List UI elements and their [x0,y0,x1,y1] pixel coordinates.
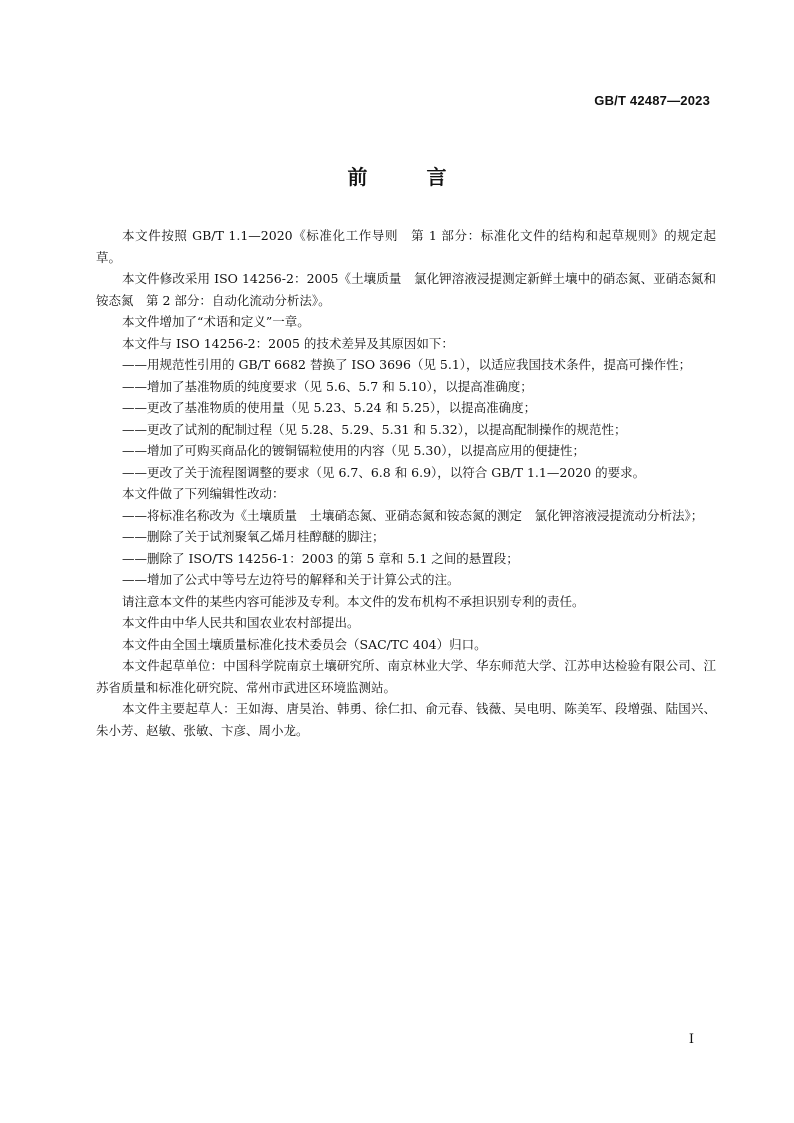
paragraph-proposer: 本文件由中华人民共和国农业农村部提出。 [122,615,360,630]
paragraph-drafting-rules: 本文件按照 GB/T 1.1—2020《标准化工作导则 第 1 部分：标准化文件的结构和起草规则》的规定起草。 [96,228,716,265]
paragraph-drafting-units: 本文件起草单位：中国科学院南京土壤研究所、南京林业大学、华东师范大学、江苏申达检验有限公司、江苏省质量和标准化研究院、常州市武进区环境监测站。 [96,658,716,695]
list-item: ——将标准名称改为《土壤质量 土壤硝态氮、亚硝态氮和铵态氮的测定 氯化钾溶液浸提流动分析法》； [122,507,704,523]
page-number: I [688,1032,694,1047]
page-title: 前 言 [347,165,473,189]
paragraph-tech-diff-intro: 本文件与 ISO 14256-2：2005 的技术差异及其原因如下： [122,335,454,351]
list-item: ——增加了基准物质的纯度要求（见 5.6、5.7 和 5.10），以提高准确度； [122,378,533,394]
list-item: ——删除了关于试剂聚氧乙烯月桂醇醚的脚注； [122,529,385,544]
paragraph-adoption: 本文件修改采用 ISO 14256-2：2005《土壤质量 氯化钾溶液浸提测定新鲜土壤中的硝态氮、亚硝态氮和铵态氮 第 2 部分：自动化流动分析法》。 [96,271,716,308]
list-item: ——增加了公式中等号左边符号的解释和关于计算公式的注。 [122,572,460,587]
paragraph-committee: 本文件由全国土壤质量标准化技术委员会（SAC/TC 404）归口。 [122,636,487,652]
document-code: GB/T 42487—2023 [594,93,710,108]
document-body [96,225,716,741]
list-item: ——更改了关于流程图调整的要求（见 6.7、6.8 和 6.9），以符合 GB/T 1.1—2020 的要求。 [122,464,646,480]
paragraph-editorial-intro: 本文件做了下列编辑性改动： [122,486,285,501]
list-item: ——更改了基准物质的使用量（见 5.23、5.24 和 5.25），以提高准确度； [122,400,537,415]
list-item: ——用规范性引用的 GB/T 6682 替换了 ISO 3696（见 5.1），以适应我国技术条件，提高可操作性； [122,357,692,372]
list-item: ——更改了试剂的配制过程（见 5.28、5.29、5.31 和 5.32），以提高配制操作的规范性； [122,421,627,437]
paragraph-added-chapter: 本文件增加了“术语和定义”一章。 [122,314,310,329]
paragraph-drafters: 本文件主要起草人：王如海、唐昊治、韩勇、徐仁扣、俞元春、钱薇、吴电明、陈美军、段增强、陆国兴、朱小芳、赵敏、张敏、卞彦、周小龙。 [96,701,716,738]
list-item: ——删除了 ISO/TS 14256-1：2003 的第 5 章和 5.1 之间的悬置段； [122,550,519,566]
list-item: ——增加了可购买商品化的镀铜镉粒使用的内容（见 5.30），以提高应用的便捷性； [122,443,586,458]
paragraph-patent-notice: 请注意本文件的某些内容可能涉及专利。本文件的发布机构不承担识别专利的责任。 [122,593,585,609]
